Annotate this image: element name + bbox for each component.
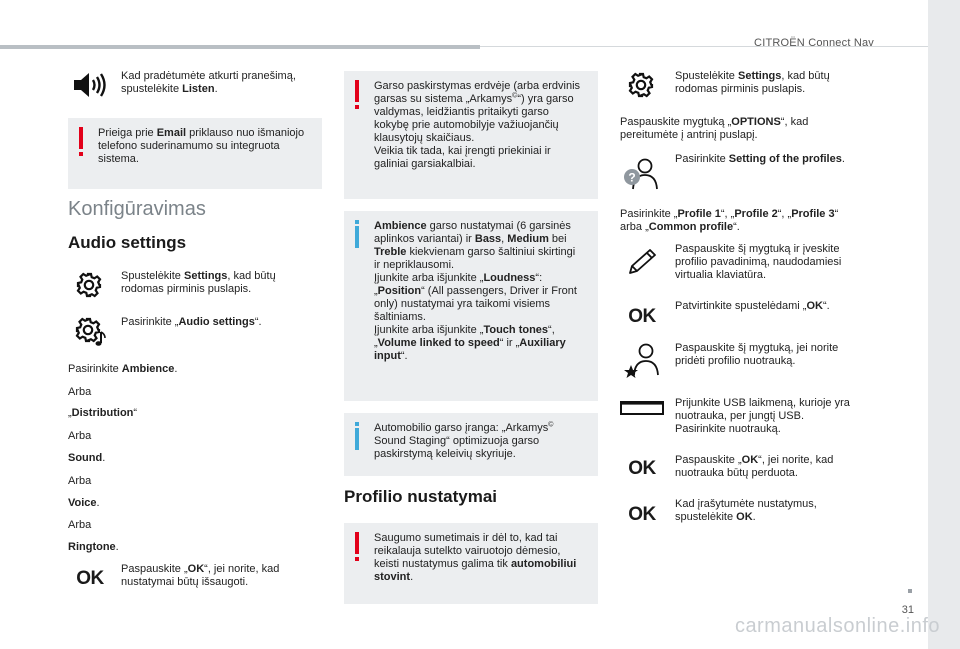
ok-icon: OK bbox=[628, 305, 656, 327]
note-arkamys-text: Garso paskirstymas erdvėje (arba erdvinis garsas su sistema „Arkamys©“) yra garso valdymas, leidžiantis pritaikyti garso kokybę prie automobilyje važiuojančių klausytojų skaičiaus. Veikia tik tada, kai įrengti priekiniai ir galiniai garsiakalbiai. bbox=[374, 80, 581, 170]
watermark: carmanualsonline.info bbox=[734, 615, 940, 637]
warning-icon bbox=[355, 80, 359, 102]
section-title: Konfigūravimas bbox=[68, 198, 206, 220]
or-text: Arba bbox=[68, 386, 92, 398]
continue-marker bbox=[908, 589, 912, 593]
header-rule bbox=[0, 45, 480, 49]
gear-icon bbox=[74, 270, 104, 300]
select-profile: Pasirinkite „Profile 1“, „Profile 2“, „Profile 3“ arba „Common profile“. bbox=[620, 208, 839, 233]
confirm-instruction: Patvirtinkite spustelėdami „OK“. bbox=[675, 300, 830, 312]
gear-music-icon bbox=[74, 316, 108, 348]
note-ambience-text: Ambience garso nustatymai (6 garsinės aplinkos variantai) ir Bass, Medium bei Treble kiekvienam garso šaltiniui skirtingi ir nepriklausomi. Įjunkite arba išjunkite „Loudness“: „Position“ (All passengers, Driver ir Front only) nustatymai yra taikomi visiems šaltiniams. Įjunkite arba išjunkite „Touch tones“, „Volume linked to speed“ ir „Auxiliary input“. bbox=[374, 220, 577, 362]
or-text: Arba bbox=[68, 430, 92, 442]
ok-photo-instruction: Paspauskite „OK“, jei norite, kad nuotrauka būtų perduota. bbox=[675, 454, 834, 479]
gear-icon bbox=[626, 70, 656, 100]
listen-instruction: Kad pradėtumėte atkurti pranešimą, spustelėkite Listen. bbox=[121, 70, 296, 95]
ok-icon: OK bbox=[76, 567, 104, 589]
edit-name-instruction: Paspauskite šį mygtuką ir įveskite profilio pavadinimą, naudodamiesi virtualia klaviatūra. bbox=[675, 243, 842, 281]
profile-question-icon bbox=[620, 155, 664, 193]
note-staging bbox=[344, 413, 598, 476]
svg-text:?: ? bbox=[628, 170, 636, 185]
header-title: CITROËN Connect Nav bbox=[754, 37, 874, 49]
note-email bbox=[68, 118, 322, 189]
pencil-icon bbox=[622, 246, 660, 278]
ok-save-instruction: Paspauskite „OK“, jei norite, kad nustatymai būtų išsaugoti. bbox=[121, 563, 280, 588]
note-arkamys bbox=[344, 71, 598, 199]
usb-instruction: Prijunkite USB laikmeną, kurioje yra nuotrauka, per jungtį USB. Pasirinkite nuotrauką. bbox=[675, 397, 850, 435]
profiles-title: Profilio nustatymai bbox=[344, 487, 498, 506]
ok-icon: OK bbox=[628, 503, 656, 525]
note-ambience bbox=[344, 211, 598, 401]
select-ambience: Pasirinkite Ambience. bbox=[68, 363, 178, 375]
ringtone-option: Ringtone. bbox=[68, 541, 119, 553]
info-icon bbox=[355, 428, 359, 450]
info-icon bbox=[355, 226, 359, 248]
audio-settings-instruction: Pasirinkite „Audio settings“. bbox=[121, 316, 262, 328]
sound-option: Sound. bbox=[68, 452, 106, 464]
or-text: Arba bbox=[68, 519, 92, 531]
warning-icon bbox=[355, 532, 359, 554]
distribution-option: „Distribution“ bbox=[68, 407, 138, 419]
note-staging-text: Automobilio garso įranga: „Arkamys© Sound Staging“ optimizuoja garso paskirstymą keleivių skyriuje. bbox=[374, 421, 554, 460]
options-instruction: Paspauskite mygtuką „OPTIONS“, kad pereitumėte į antrinį puslapį. bbox=[620, 116, 809, 141]
ok-icon: OK bbox=[628, 457, 656, 479]
note-safety bbox=[344, 523, 598, 604]
profiles-instruction: Pasirinkite Setting of the profiles. bbox=[675, 153, 845, 165]
save-instruction: Kad įrašytumėte nustatymus, spustelėkite OK. bbox=[675, 498, 817, 523]
add-photo-instruction: Paspauskite šį mygtuką, jei norite pridėti profilio nuotrauką. bbox=[675, 342, 839, 367]
note-safety-text: Saugumo sumetimais ir dėl to, kad tai reikalauja sutelkto vairuotojo dėmesio, keisti nustatymus galima tik automobiliui stovint. bbox=[374, 532, 577, 583]
page-number: 31 bbox=[901, 604, 914, 616]
settings-instruction: Spustelėkite Settings, kad būtų rodomas pirminis puslapis. bbox=[121, 270, 276, 295]
or-text: Arba bbox=[68, 475, 92, 487]
settings-instruction: Spustelėkite Settings, kad būtų rodomas pirminis puslapis. bbox=[675, 70, 830, 95]
warning-icon bbox=[79, 127, 83, 149]
speaker-icon bbox=[70, 68, 110, 102]
note-email-text: Prieiga prie Email priklauso nuo išmaniojo telefono suderinamumo su integruota sistema. bbox=[98, 127, 305, 165]
audio-settings-title: Audio settings bbox=[68, 233, 187, 252]
voice-option: Voice. bbox=[68, 497, 100, 509]
profile-star-icon bbox=[620, 339, 664, 383]
usb-stick-icon bbox=[620, 397, 664, 419]
page-side-strip bbox=[928, 0, 960, 649]
